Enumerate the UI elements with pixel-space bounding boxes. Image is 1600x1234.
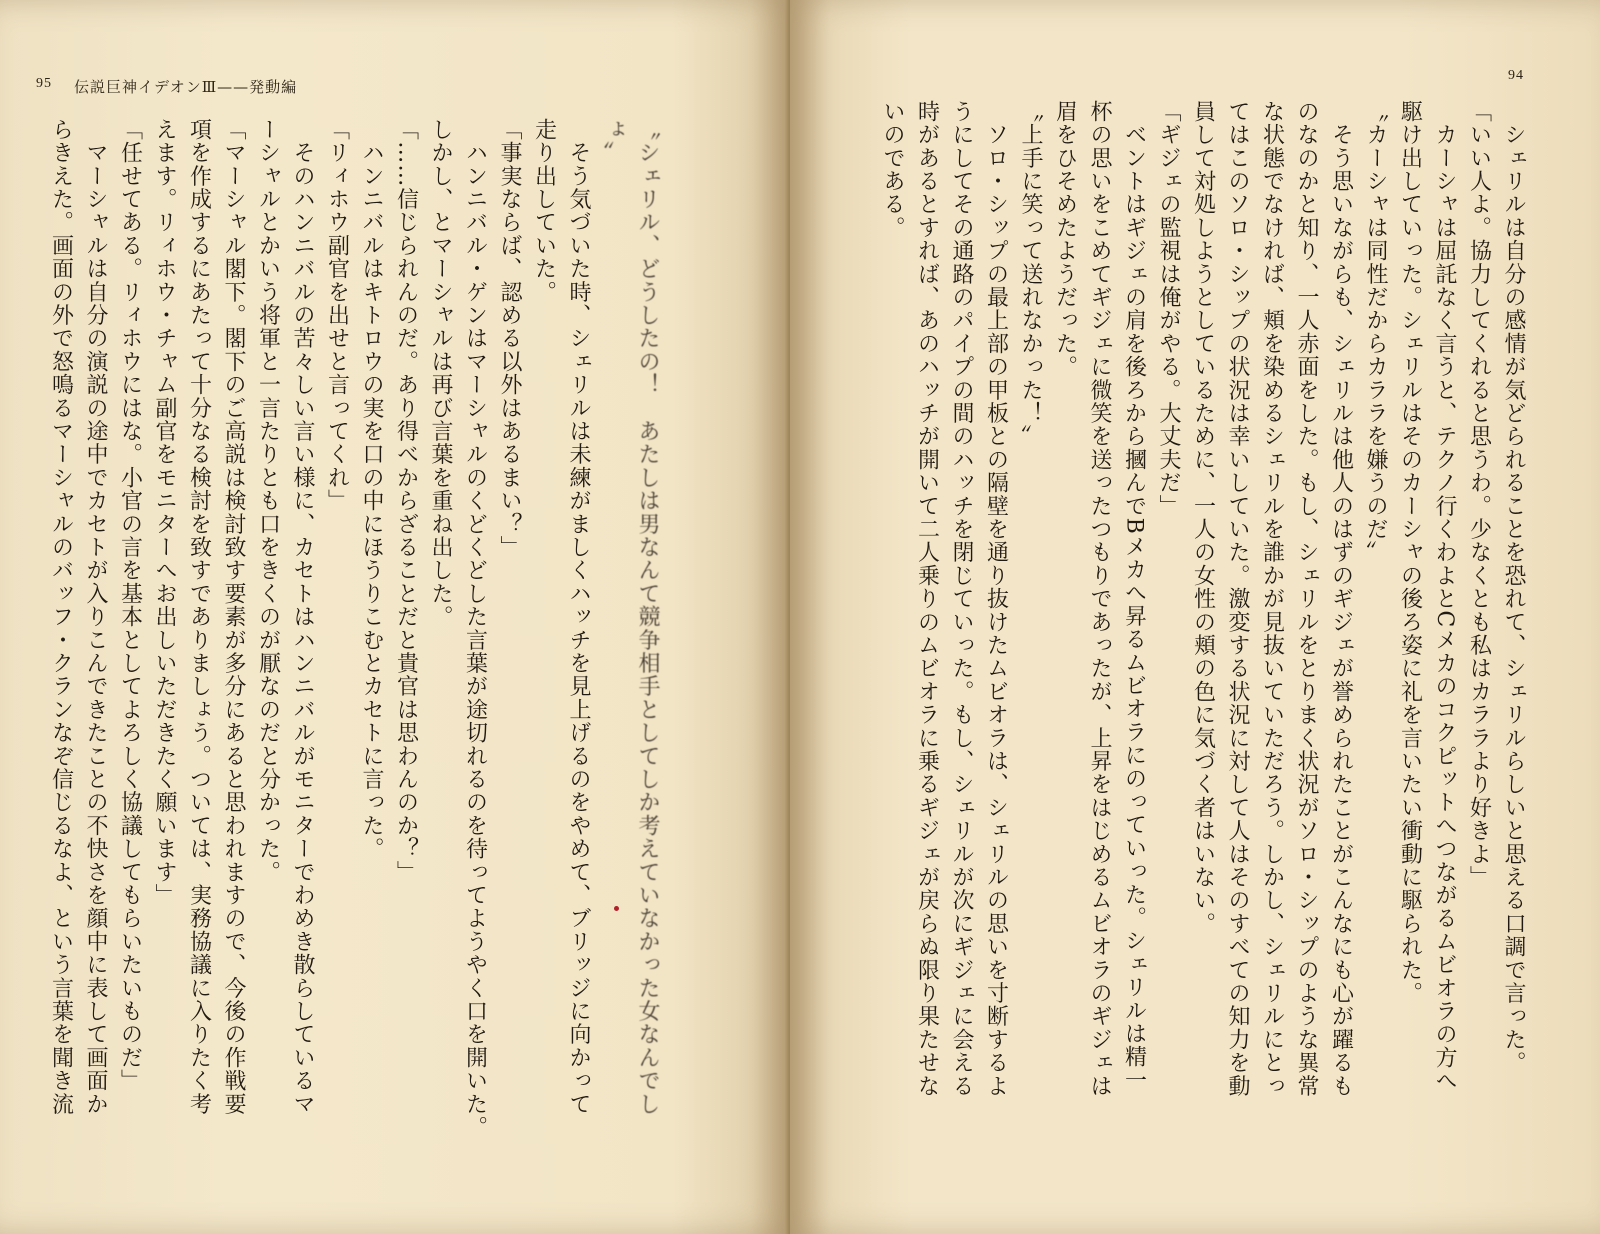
text-column: 「リィホウ副官を出せと言ってくれ」 — [324, 118, 350, 513]
text-column: ハンニバル・ゲンはマーシャルのくどくどした言葉が途切れるのを待ってようやく口を開いた。 — [462, 118, 488, 1139]
text-column: 杯の思いをこめてギジェに微笑を送ったつもりであったが、上昇をはじめるムビオラのギジェは — [1087, 100, 1112, 1098]
text-column: 「ギジェの監視は俺がやる。大丈夫だ」 — [1156, 100, 1181, 518]
text-column: 走り出していた。 — [531, 118, 557, 304]
ink-speck — [614, 906, 619, 911]
text-column: ょ〟 — [600, 118, 626, 165]
left-page — [0, 0, 790, 1234]
text-column: 「マーシャル閣下。閣下のご高説は検討致す要素が多分にあると思われますので、今後の作戦要 — [221, 118, 246, 1116]
text-column: のなのかと知り、一人赤面をした。もし、シェリルをとりまく状況がソロ・シップのような異常 — [1294, 100, 1319, 1098]
text-column: しかし、とマーシャルは再び言葉を重ね出した。 — [428, 118, 453, 629]
text-column: 時があるとすれば、あのハッチが開いて二人乗りのムビオラに乗るギジェが戻らぬ限り果たせな — [914, 100, 940, 1098]
text-column: 「いい人よ。協力してくれると思うわ。少なくとも私はカララより好きよ」 — [1466, 100, 1492, 889]
text-column: ーシャルとかいう将軍と一言たりとも口をきくのが厭なのだと分かった。 — [255, 118, 281, 884]
text-column: 眉をひそめたようだった。 — [1052, 100, 1078, 379]
text-column: 「事実ならば、認める以外はあるまい？」 — [497, 118, 522, 559]
text-column: 〝カーシャは同性だからカララを嫌うのだ〟 — [1363, 100, 1388, 564]
text-column: うにしてその通路のパイプの間のハッチを閉じていった。もし、シェリルが次にギジェに会える — [949, 100, 974, 1098]
right-page — [790, 0, 1600, 1234]
running-title: 伝説巨神イデオンⅢ——発動編 — [74, 78, 298, 96]
text-column: ソロ・シップの最上部の甲板との隔壁を通り抜けたムビオラは、シェリルの思いを寸断するよ — [983, 100, 1009, 1098]
text-column: 「任せてある。リィホウにはな。小官の言を基本としてよろしく協議してもらいたいものだ」 — [117, 118, 143, 1093]
text-column: 〝上手に笑って送れなかった！〟 — [1018, 100, 1043, 448]
text-column: そのハンニバルの苦々しい言い様に、カセトはハンニバルがモニターでわめき散らしているマ — [290, 118, 315, 1116]
text-column: 「……信じられんのだ。あり得べからざることだと貴官は思わんのか？」 — [393, 118, 419, 884]
text-column: いのである。 — [880, 100, 905, 240]
left-page-number: 95 — [36, 76, 52, 91]
text-column: らきえた。画面の外で怒鳴るマーシャルのバッフ・クランなぞ信じるなよ、という言葉を聞き流 — [48, 118, 74, 1116]
text-column: 〝シェリル、どうしたの！ あたしは男なんて競争相手としてしか考えていなかった女なんでし — [635, 118, 660, 1116]
text-column: マーシャルは自分の演説の途中でカセトが入りこんできたことの不快さを顔中に表して画面か — [83, 118, 108, 1116]
text-column: 員して対処しようとしているために、一人の女性の頬の色に気づく者はいない。 — [1190, 100, 1216, 936]
text-column: 項を作成するにあたって十分なる検討を致すでありましょう。ついては、実務協議に入りたく考 — [186, 118, 212, 1116]
text-column: そう気づいた時、シェリルは未練がましくハッチを見上げるのをやめて、ブリッジに向かって — [566, 118, 591, 1116]
text-column: な状態でなければ、頬を染めるシェリルを誰かが見抜いていただろう。しかし、シェリルにとっ — [1259, 100, 1285, 1098]
text-column: ベントはギジェの肩を後ろから摑んでBメカへ昇るムビオラにのっていった。シェリルは精一 — [1121, 100, 1147, 1092]
text-column: ハンニバルはキトロウの実を口の中にほうりこむとカセトに言った。 — [359, 118, 384, 861]
right-page-text — [790, 100, 1530, 1130]
text-column: カーシャは屈託なく言うと、テクノ行くわよとCメカのコクピットへつながるムビオラの方へ — [1432, 100, 1457, 1093]
left-page-text — [4, 118, 664, 1139]
text-column: えます。リィホウ・チャム副官をモニターへお出しいただきたく願います」 — [152, 118, 177, 907]
text-column: そう思いながらも、シェリルは他人のはずのギジェが誉められたことがこんなにも心が躍るも — [1328, 100, 1354, 1098]
text-column: てはこのソロ・シップの状況は幸いしていた。激変する状況に対して人はそのすべての知力を動 — [1225, 100, 1250, 1098]
text-column: シェリルは自分の感情が気どられることを恐れて、シェリルらしいと思える口調で言った。 — [1501, 100, 1526, 1075]
right-page-number: 94 — [1508, 68, 1524, 83]
text-column: 駆け出していった。シェリルはそのカーシャの後ろ姿に礼を言いたい衝動に駆られた。 — [1397, 100, 1423, 1005]
